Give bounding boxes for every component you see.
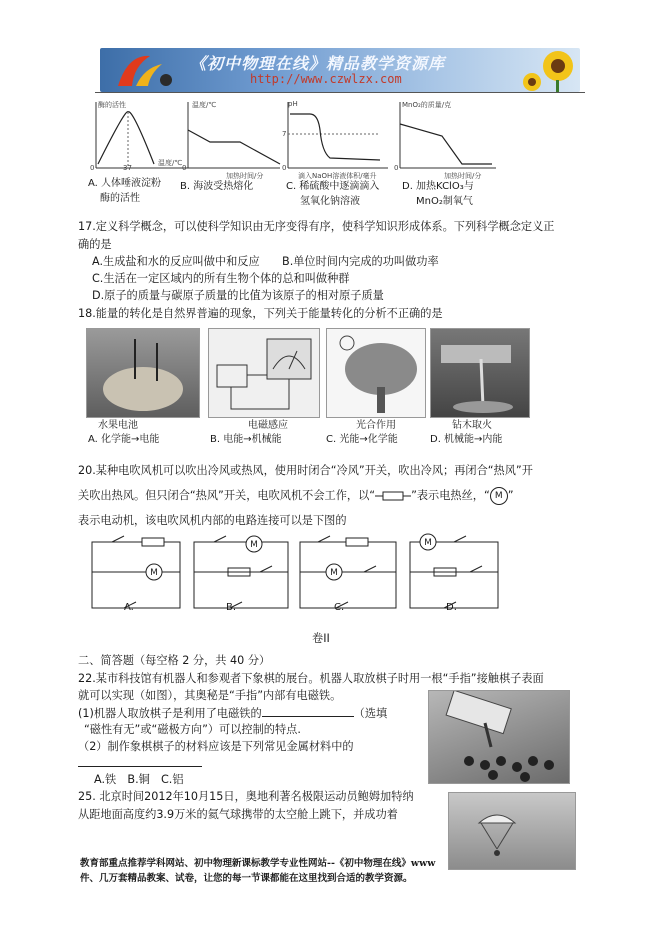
q17-option-c: C.生活在一定区域内的所有生物个体的总和叫做种群 xyxy=(92,272,350,285)
q20-line1: 20.某种电吹风机可以吹出冷风或热风，使用时闭合“冷风”开关，吹出冷风；再闭合“热风”开 xyxy=(78,464,533,477)
electromagnetic-induction-icon xyxy=(209,329,319,417)
graph-a-tick1: 37 xyxy=(123,164,132,172)
q18-image-a-caption: A. 化学能→电能 xyxy=(88,434,160,445)
motor-symbol-icon: M xyxy=(490,487,508,505)
graph-c-xlabel: 滴入NaOH溶液体积/毫升 xyxy=(298,172,377,180)
header-title: 《初中物理在线》精品教学资源库 xyxy=(190,54,446,73)
graph-a-caption2: 酶的活性 xyxy=(100,193,140,204)
q22-answer-blank-2[interactable] xyxy=(78,766,202,767)
q22-line1: 22.某市科技馆有机器人和参观者下象棋的展台。机器人取放棋子时用一根“手指”接触棋子表面 xyxy=(78,672,544,685)
graph-b-caption1: B. 海波受热熔化 xyxy=(180,181,254,192)
logo-icon xyxy=(110,50,180,90)
graph-c-plot xyxy=(280,100,392,172)
tree-icon xyxy=(327,329,425,417)
q22-answer-blank-1[interactable] xyxy=(262,704,354,717)
graph-b xyxy=(180,100,286,210)
circuit-b xyxy=(194,536,288,608)
q20-line2-part2: ”表示电热丝，“ xyxy=(411,489,490,502)
volume-title: 卷II xyxy=(312,632,330,645)
q18-image-c xyxy=(326,328,426,454)
q18-image-d xyxy=(430,328,530,454)
q22-options: A.铁 B.铜 C.铝 xyxy=(94,773,184,786)
q22-sub1-line2: “磁性有无”或“磁极方向”）可以控制的特点. xyxy=(84,723,301,736)
graph-c-caption1: C. 稀硫酸中逐滴滴入 xyxy=(286,181,380,192)
graph-b-ylabel: 温度/℃ xyxy=(192,101,217,109)
q20-line2-part1: 关吹出热风。但只闭合“热风”开关，电吹风机不会工作，以“ xyxy=(78,489,376,502)
circuit-a xyxy=(92,536,180,608)
graph-d-caption2: MnO₂制氧气 xyxy=(416,196,473,207)
sunflower-icon xyxy=(518,48,580,92)
graph-d-xlabel: 加热时间/分 xyxy=(444,172,482,180)
q18-image-b-label: 电磁感应 xyxy=(248,420,288,431)
fire-drill-icon xyxy=(431,329,529,417)
photosynthesis-photo xyxy=(326,328,426,418)
q25-line2: 从距地面高度约3.9万米的氦气球携带的太空舱上跳下，并成功着 xyxy=(78,808,398,821)
robot-chess-photo xyxy=(428,690,570,784)
header-rule xyxy=(95,92,585,93)
fruit-battery-photo xyxy=(86,328,200,418)
fruit-battery-icon xyxy=(87,329,199,417)
q17-options-ab: A.生成盐和水的反应叫做中和反应 B.单位时间内完成的功叫做功率 xyxy=(92,255,439,268)
q22-sub1-part2: （选填 xyxy=(353,707,388,720)
induction-photo xyxy=(208,328,320,418)
graph-a-ylabel: 酶的活性 xyxy=(98,101,126,109)
circuit-motor-symbol-d: M xyxy=(424,538,432,548)
q25-line1: 25. 北京时间2012年10月15日，奥地利著名极限运动员鲍姆加特纳 xyxy=(78,790,414,803)
graph-d-caption1: D. 加热KClO₃与 xyxy=(402,181,474,192)
q18-image-b-caption: B. 电能→机械能 xyxy=(210,434,282,445)
footer-line1: 教育部重点推荐学科网站、初中物理新课标教学专业性网站--《初中物理在线》www xyxy=(80,858,436,869)
q18-image-a xyxy=(86,328,200,454)
circuit-motor-symbol-b: M xyxy=(250,540,258,550)
graph-d-tick0: 0 xyxy=(394,164,399,172)
graph-b-tick0: 0 xyxy=(182,164,187,172)
q18-stem: 18.能量的转化是自然界普遍的现象，下列关于能量转化的分析不正确的是 xyxy=(78,307,443,320)
graph-b-xlabel: 加热时间/分 xyxy=(226,172,264,180)
graph-d xyxy=(392,100,500,210)
section-heading: 二、简答题（每空格 2 分，共 40 分） xyxy=(78,654,271,667)
q20-line2-part3: ” xyxy=(507,489,514,502)
circuit-motor-symbol-a: M xyxy=(150,568,158,578)
parachute-photo xyxy=(448,792,576,870)
graph-d-plot xyxy=(392,100,500,172)
q18-image-d-label: 钻木取火 xyxy=(452,420,492,431)
graph-a-xlabel: 温度/℃ xyxy=(158,159,183,167)
footer-line2: 件、几万套精品教案、试卷，让您的每一节课都能在这里找到合适的教学资源。 xyxy=(80,873,413,884)
circuit-label-a: A. xyxy=(124,602,134,613)
q22-sub2: （2）制作象棋棋子的材料应该是下列常见金属材料中的 xyxy=(78,740,354,753)
circuit-c xyxy=(300,536,396,608)
q20-line3: 表示电动机，该电吹风机内部的电路连接可以是下图的 xyxy=(78,514,347,527)
circuit-label-d: D. xyxy=(446,602,457,613)
graph-c-tick0: 0 xyxy=(282,164,287,172)
graph-b-plot xyxy=(180,100,286,172)
q20-circuits xyxy=(84,532,504,614)
fire-drill-photo xyxy=(430,328,530,418)
q22-line2: 就可以实现（如图），其奥秘是“手指”内部有电磁铁。 xyxy=(78,689,342,702)
graph-a-tick0: 0 xyxy=(90,164,95,172)
q18-image-c-caption: C. 光能→化学能 xyxy=(326,434,398,445)
graph-c-caption2: 氢氧化钠溶液 xyxy=(300,196,360,207)
graph-c-tick7: 7 xyxy=(282,130,287,138)
q17-stem-line1: 17.定义科学概念，可以使科学知识由无序变得有序，使科学知识形成体系。下列科学概念定义正 xyxy=(78,220,555,233)
graph-c-ylabel: pH xyxy=(288,100,298,108)
circuit-label-b: B. xyxy=(226,602,237,613)
q18-image-a-label: 水果电池 xyxy=(98,420,138,431)
resistor-symbol-icon xyxy=(375,491,411,501)
graph-c xyxy=(280,100,392,210)
circuit-label-c: C. xyxy=(334,602,345,613)
graph-a-caption1: A. 人体唾液淀粉 xyxy=(88,178,162,189)
parachute-icon xyxy=(449,793,575,869)
header-banner xyxy=(100,48,580,92)
q17-stem-line2: 确的是 xyxy=(78,238,112,251)
q22-sub1-part1: (1)机器人取放棋子是利用了电磁铁的 xyxy=(78,707,262,720)
q17-option-d: D.原子的质量与碳原子质量的比值为该原子的相对原子质量 xyxy=(92,289,384,302)
robot-chess-icon xyxy=(429,691,569,783)
circuit-motor-symbol-c: M xyxy=(330,568,338,578)
q18-image-d-caption: D. 机械能→内能 xyxy=(430,434,503,445)
q18-image-c-label: 光合作用 xyxy=(356,420,396,431)
header-url[interactable]: http://www.czwlzx.com xyxy=(250,72,402,86)
q20-line2 xyxy=(78,487,514,505)
graph-d-ylabel: MnO₂的质量/克 xyxy=(402,101,452,109)
q18-image-b xyxy=(208,328,320,454)
